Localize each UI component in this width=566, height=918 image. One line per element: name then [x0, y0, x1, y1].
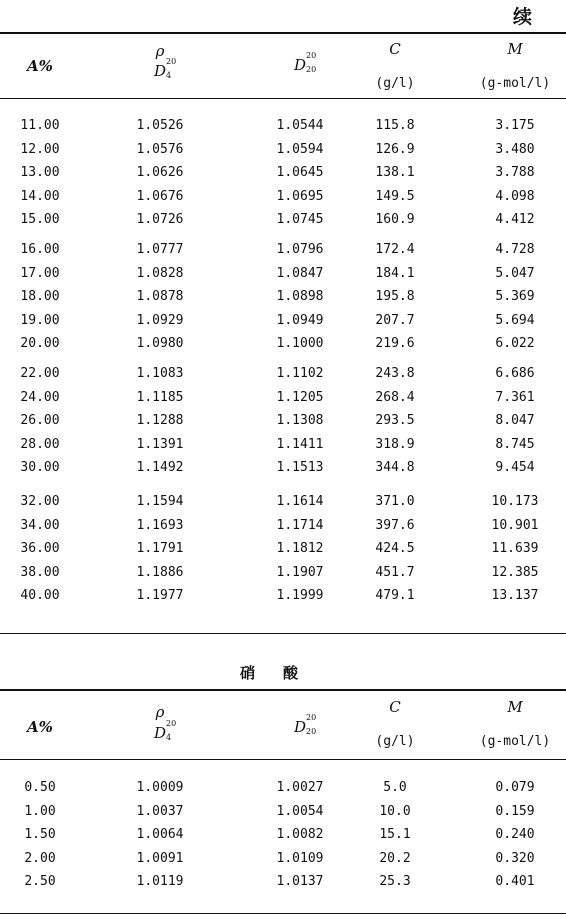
cell-molarity-m: 13.137: [491, 588, 539, 603]
header-rho: ρ: [155, 703, 165, 721]
cell-molarity-m: 0.079: [495, 780, 535, 795]
cell-concentration-c: 20.2: [379, 850, 411, 866]
cell-concentration-c: 207.7: [375, 312, 415, 328]
cell-density-d4: 1.0828: [136, 265, 184, 281]
cell-a-percent: 2.00: [24, 850, 56, 866]
cell-density-d20: 1.0137: [276, 874, 324, 889]
header-a-percent: A%: [27, 57, 53, 75]
cell-a-percent: 26.00: [20, 413, 60, 428]
cell-density-d4: 1.1391: [136, 436, 184, 452]
cell-a-percent: 36.00: [20, 541, 60, 556]
cell-density-d4: 1.0037: [136, 803, 184, 819]
cell-density-d4: 1.1288: [136, 413, 184, 428]
cell-molarity-m: 3.480: [495, 141, 535, 157]
table-row: [0, 212, 566, 232]
cell-concentration-c: 25.3: [379, 874, 411, 889]
cell-molarity-m: 10.901: [491, 517, 539, 533]
cell-a-percent: 32.00: [20, 494, 60, 509]
cell-density-d20: 1.1812: [276, 541, 324, 556]
cell-density-d20: 1.1411: [276, 436, 324, 452]
cell-density-d4: 1.0878: [136, 289, 184, 304]
cell-a-percent: 15.00: [20, 212, 60, 227]
cell-molarity-m: 4.412: [495, 212, 535, 227]
cell-a-percent: 13.00: [20, 165, 60, 180]
cell-density-d4: 1.1886: [136, 564, 184, 580]
cell-a-percent: 17.00: [20, 265, 60, 281]
cell-concentration-c: 318.9: [375, 436, 415, 452]
table-row: [0, 804, 566, 824]
cell-density-d20: 1.0949: [276, 312, 324, 328]
cell-molarity-m: 5.369: [495, 289, 535, 304]
cell-density-d4: 1.1492: [136, 460, 184, 475]
header-d4: D 20 4: [153, 57, 177, 80]
cell-density-d4: 1.1791: [136, 541, 184, 556]
cell-density-d20: 1.0054: [276, 803, 324, 819]
table-row: [0, 780, 566, 800]
cell-density-d20: 1.1000: [276, 336, 324, 351]
header-a-percent: A%: [27, 718, 53, 736]
cell-concentration-c: 138.1: [375, 165, 415, 180]
header-c-unit: (g/l): [375, 76, 415, 91]
cell-density-d20: 1.0594: [276, 141, 324, 157]
cell-concentration-c: 451.7: [375, 564, 415, 580]
cell-density-d20: 1.0898: [276, 289, 324, 304]
continued-label: 续: [512, 6, 532, 28]
cell-a-percent: 12.00: [20, 141, 60, 157]
cell-a-percent: 11.00: [20, 118, 60, 133]
header-c: C: [389, 698, 401, 716]
table-row: [0, 874, 566, 894]
cell-density-d4: 1.0091: [136, 850, 184, 866]
cell-density-d20: 1.1102: [276, 366, 324, 381]
table-row: [0, 289, 566, 309]
cell-a-percent: 34.00: [20, 517, 60, 533]
cell-density-d20: 1.1308: [276, 413, 324, 428]
table-row: [0, 313, 566, 333]
cell-concentration-c: 371.0: [375, 494, 415, 509]
cell-density-d4: 1.0576: [136, 141, 184, 157]
cell-density-d20: 1.0847: [276, 265, 324, 281]
cell-density-d4: 1.1185: [136, 389, 184, 405]
table2-header-rule: [0, 759, 566, 760]
cell-concentration-c: 126.9: [375, 141, 415, 157]
cell-concentration-c: 397.6: [375, 517, 415, 533]
table-row: [0, 336, 566, 356]
cell-a-percent: 18.00: [20, 289, 60, 304]
cell-a-percent: 14.00: [20, 188, 60, 204]
cell-a-percent: 1.00: [24, 803, 56, 819]
cell-a-percent: 19.00: [20, 312, 60, 328]
cell-density-d4: 1.1083: [136, 366, 184, 381]
table1-header-rule: [0, 98, 566, 99]
cell-molarity-m: 3.788: [495, 165, 535, 180]
table-row: [0, 565, 566, 585]
cell-density-d20: 1.0109: [276, 850, 324, 866]
cell-density-d20: 1.0027: [276, 780, 324, 795]
cell-concentration-c: 424.5: [375, 541, 415, 556]
cell-concentration-c: 149.5: [375, 188, 415, 204]
cell-density-d20: 1.0796: [276, 242, 324, 257]
cell-concentration-c: 219.6: [375, 336, 415, 351]
table-row: [0, 189, 566, 209]
cell-concentration-c: 479.1: [375, 588, 415, 603]
table-row: [0, 518, 566, 538]
cell-molarity-m: 5.694: [495, 312, 535, 328]
cell-molarity-m: 6.686: [495, 366, 535, 381]
header-c-unit: (g/l): [375, 734, 415, 749]
cell-density-d4: 1.0676: [136, 188, 184, 204]
cell-concentration-c: 184.1: [375, 265, 415, 281]
cell-a-percent: 30.00: [20, 460, 60, 475]
table-row: [0, 494, 566, 514]
cell-density-d20: 1.0695: [276, 188, 324, 204]
cell-concentration-c: 293.5: [375, 413, 415, 428]
cell-concentration-c: 10.0: [379, 803, 411, 819]
cell-molarity-m: 0.240: [495, 827, 535, 842]
header-m-unit: (g-mol/l): [479, 76, 551, 91]
table-row: [0, 142, 566, 162]
cell-a-percent: 20.00: [20, 336, 60, 351]
cell-density-d4: 1.0119: [136, 874, 184, 889]
table-row: [0, 266, 566, 286]
cell-concentration-c: 344.8: [375, 460, 415, 475]
section-title-nitric-acid: 硝酸: [239, 664, 326, 682]
cell-density-d4: 1.1693: [136, 517, 184, 533]
cell-a-percent: 16.00: [20, 242, 60, 257]
header-d4: D 20 4: [153, 719, 177, 742]
header-m: M: [507, 698, 523, 716]
cell-molarity-m: 7.361: [495, 389, 535, 405]
cell-a-percent: 40.00: [20, 588, 60, 603]
cell-concentration-c: 15.1: [379, 827, 411, 842]
cell-density-d20: 1.1205: [276, 389, 324, 405]
header-m-unit: (g-mol/l): [479, 734, 551, 749]
cell-molarity-m: 3.175: [495, 118, 535, 133]
cell-molarity-m: 8.047: [495, 413, 535, 428]
cell-molarity-m: 9.454: [495, 460, 535, 475]
cell-density-d4: 1.0626: [136, 165, 184, 180]
table2-bottom-rule: [0, 913, 566, 914]
cell-density-d4: 1.0009: [136, 780, 184, 795]
cell-a-percent: 0.50: [24, 780, 56, 795]
cell-density-d4: 1.0526: [136, 118, 184, 133]
cell-concentration-c: 268.4: [375, 389, 415, 405]
header-m: M: [507, 40, 523, 58]
cell-concentration-c: 115.8: [375, 118, 415, 133]
cell-concentration-c: 195.8: [375, 289, 415, 304]
cell-density-d20: 1.1714: [276, 517, 324, 533]
cell-molarity-m: 6.022: [495, 336, 535, 351]
table-row: [0, 851, 566, 871]
cell-molarity-m: 0.159: [495, 803, 535, 819]
cell-density-d20: 1.1614: [276, 494, 324, 509]
cell-density-d4: 1.0064: [136, 827, 184, 842]
table-row: [0, 827, 566, 847]
cell-a-percent: 28.00: [20, 436, 60, 452]
cell-a-percent: 38.00: [20, 564, 60, 580]
table-row: [0, 413, 566, 433]
table-row: [0, 460, 566, 480]
cell-density-d20: 1.0544: [276, 118, 324, 133]
cell-density-d4: 1.1977: [136, 588, 184, 603]
cell-density-d20: 1.1999: [276, 588, 324, 603]
cell-molarity-m: 11.639: [491, 541, 539, 556]
cell-density-d20: 1.0745: [276, 212, 324, 227]
cell-density-d4: 1.0777: [136, 242, 184, 257]
cell-molarity-m: 5.047: [495, 265, 535, 281]
header-c: C: [389, 40, 401, 58]
cell-molarity-m: 0.401: [495, 874, 535, 889]
cell-density-d4: 1.0929: [136, 312, 184, 328]
cell-molarity-m: 4.098: [495, 188, 535, 204]
table-row: [0, 588, 566, 608]
cell-a-percent: 1.50: [24, 827, 56, 842]
cell-density-d20: 1.0645: [276, 165, 324, 180]
cell-molarity-m: 8.745: [495, 436, 535, 452]
cell-density-d20: 1.0082: [276, 827, 324, 842]
cell-molarity-m: 10.173: [491, 494, 539, 509]
header-rho: ρ: [155, 42, 165, 60]
cell-density-d4: 1.0980: [136, 336, 184, 351]
cell-concentration-c: 160.9: [375, 212, 415, 227]
cell-concentration-c: 5.0: [383, 780, 407, 795]
table-row: [0, 366, 566, 386]
table2-top-rule: [0, 689, 566, 691]
cell-molarity-m: 4.728: [495, 242, 535, 257]
cell-density-d20: 1.1907: [276, 564, 324, 580]
table-row: [0, 242, 566, 262]
cell-density-d4: 1.0726: [136, 212, 184, 227]
cell-molarity-m: 0.320: [495, 850, 535, 866]
table1-bottom-rule: [0, 633, 566, 634]
cell-density-d20: 1.1513: [276, 460, 324, 475]
table1-top-rule: [0, 32, 566, 34]
cell-molarity-m: 12.385: [491, 564, 539, 580]
cell-a-percent: 2.50: [24, 874, 56, 889]
cell-concentration-c: 172.4: [375, 242, 415, 257]
table-row: [0, 118, 566, 138]
table-row: [0, 437, 566, 457]
cell-concentration-c: 243.8: [375, 366, 415, 381]
cell-density-d4: 1.1594: [136, 494, 184, 509]
header-d20: D 20 20: [293, 713, 317, 736]
cell-a-percent: 24.00: [20, 389, 60, 405]
table-row: [0, 390, 566, 410]
header-d20: D 20 20: [293, 51, 317, 74]
table-row: [0, 165, 566, 185]
table-row: [0, 541, 566, 561]
cell-a-percent: 22.00: [20, 366, 60, 381]
